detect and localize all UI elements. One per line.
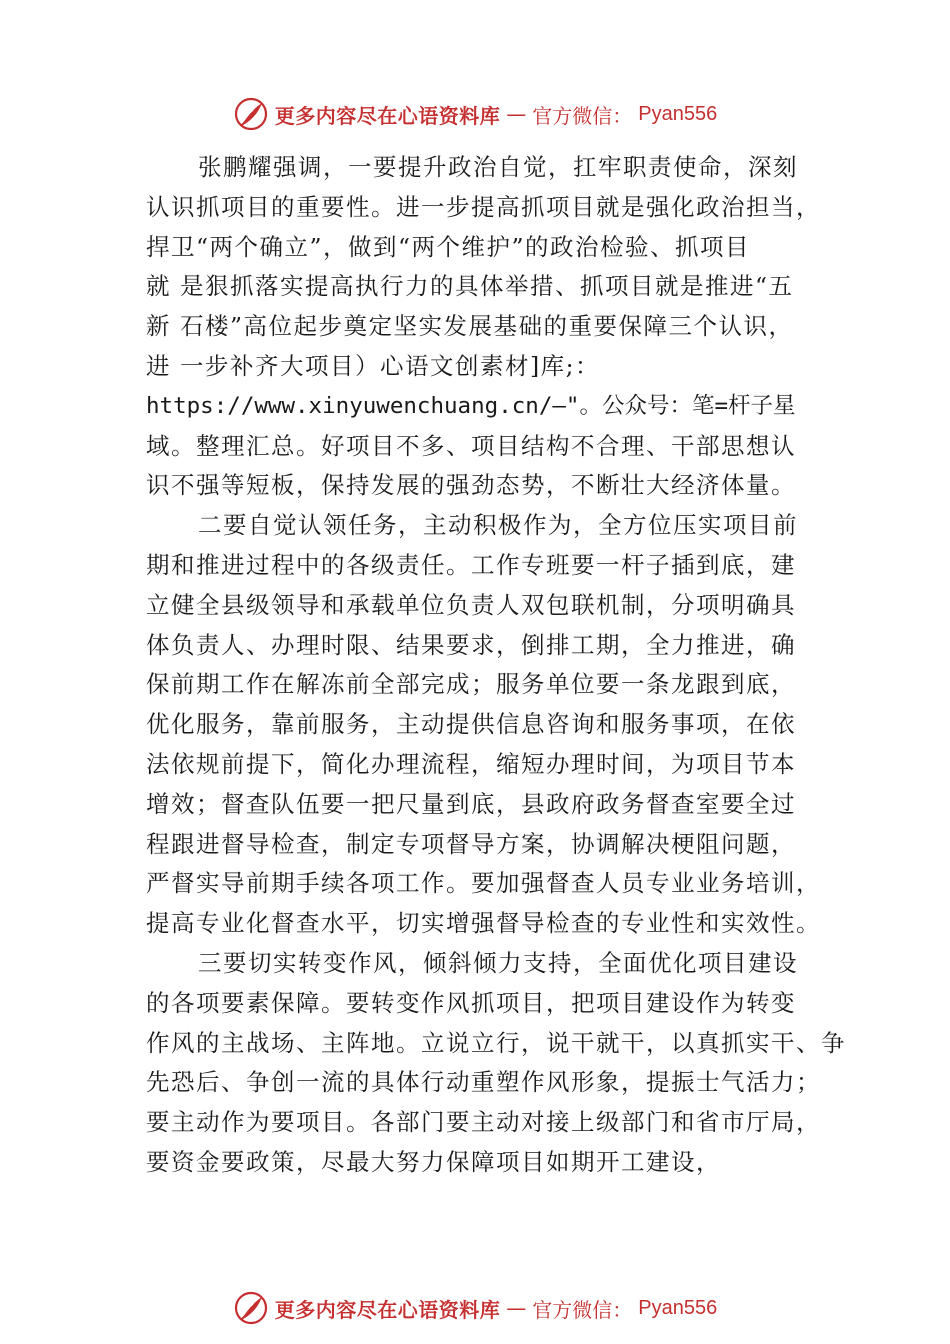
body-line: 作风的主战场、主阵地。立说立行，说干就干，以真抓实干、争: [146, 1028, 846, 1057]
body-line: 增效；督查队伍要一把尺量到底，县政府政务督查室要全过: [146, 789, 796, 818]
separator: —: [506, 1296, 527, 1320]
body-line: 新 石楼”高位起步奠定坚实发展基础的重要保障三个认识，: [146, 312, 794, 341]
body-line-url: https://www.xinyuwenchuang.cn/—"。公众号：笔=杆子星: [146, 392, 796, 419]
site-name: 更多内容尽在心语资料库: [274, 1297, 501, 1322]
footer-watermark: [0, 1288, 950, 1328]
body-line: 期和推进过程中的各级责任。工作专班要一杆子插到底，建: [146, 550, 796, 579]
body-line: 捍卫“两个确立”，做到“两个维护”的政治检验、抓项目: [146, 232, 751, 261]
quill-logo-icon: [233, 1290, 269, 1326]
body-line: 二要自觉认领任务，主动积极作为，全方位压实项目前: [198, 511, 798, 540]
body-line: 三要切实转变作风，倾斜倾力支持，全面优化项目建设: [198, 948, 798, 977]
body-line: 识不强等短板，保持发展的强劲态势，不断壮大经济体量。: [146, 471, 796, 500]
site-name: 更多内容尽在心语资料库: [274, 103, 501, 128]
brand-banner: [233, 1290, 717, 1326]
body-line: 提高专业化督查水平，切实增强督导检查的专业性和实效性。: [146, 909, 821, 938]
body-line: 要资金要政策，尽最大努力保障项目如期开工建设，: [146, 1147, 721, 1176]
body-line: 法依规前提下，简化办理流程，缩短办理时间，为项目节本: [146, 749, 796, 778]
official-wechat-label: 官方微信：: [532, 103, 633, 128]
quill-logo-icon: [233, 96, 269, 132]
body-line: 严督实导前期手续各项工作。要加强督查人员专业业务培训，: [146, 869, 821, 898]
body-line: 体负责人、办理时限、结果要求，倒排工期，全力推进，确: [146, 630, 796, 659]
header-watermark: [0, 94, 950, 134]
body-line: 进 一步补齐大项目）心语文创素材]库;：: [146, 351, 601, 380]
body-line: 程跟进督导检查，制定专项督导方案，协调解决梗阻问题，: [146, 829, 796, 858]
body-line: 保前期工作在解冻前全部完成；服务单位要一条龙跟到底，: [146, 670, 796, 699]
body-line: 先恐后、争创一流的具体行动重塑作风形象，提振士气活力；: [146, 1068, 821, 1097]
official-wechat-label: 官方微信：: [532, 1297, 633, 1322]
body-line: 域。整理汇总。好项目不多、项目结构不合理、干部思想认: [146, 431, 796, 460]
document-body: [146, 148, 846, 1183]
body-line: 就 是狠抓落实提高执行力的具体举措、抓项目就是推进“五: [146, 272, 794, 301]
body-line: 认识抓项目的重要性。进一步提高抓项目就是强化政治担当，: [146, 192, 821, 221]
body-line: 要主动作为要项目。各部门要主动对接上级部门和省市厅局，: [146, 1108, 821, 1137]
brand-banner: [233, 96, 717, 132]
body-line: 优化服务，靠前服务，主动提供信息咨询和服务事项，在依: [146, 710, 796, 739]
separator: —: [506, 102, 527, 126]
body-line: 张鹏耀强调，一要提升政治自觉，扛牢职责使命，深刻: [198, 153, 798, 181]
wechat-id: Pyan556: [638, 1296, 718, 1319]
body-line: 立健全县级领导和承载单位负责人双包联机制，分项明确具: [146, 590, 796, 619]
wechat-id: Pyan556: [638, 102, 718, 125]
body-line: 的各项要素保障。要转变作风抓项目，把项目建设作为转变: [146, 988, 796, 1017]
